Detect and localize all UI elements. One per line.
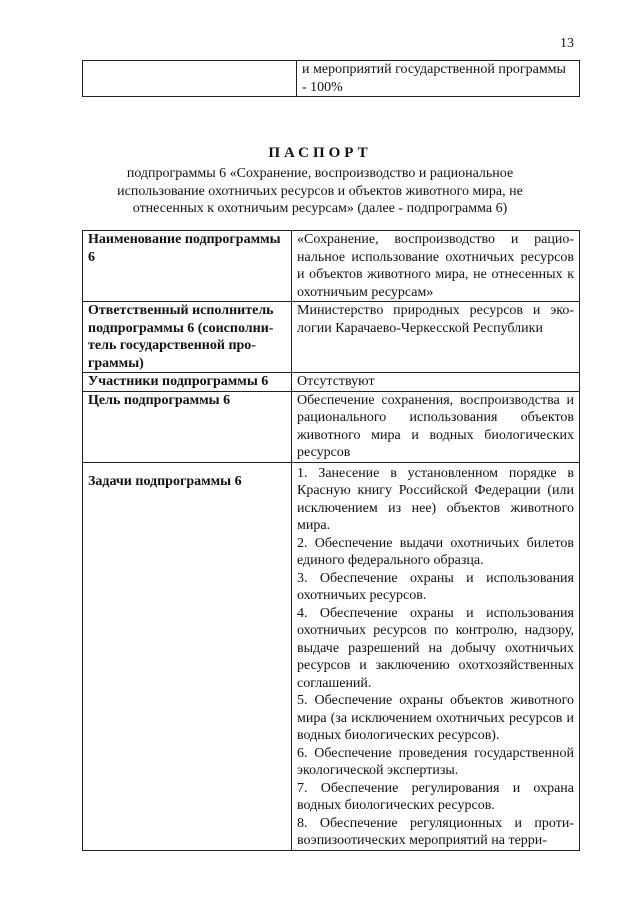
- table-row: [83, 373, 580, 392]
- passport-title: ПАСПОРТ: [268, 145, 372, 161]
- tasks-list: [292, 462, 580, 850]
- row-label: Наименование подпрограммы 6: [83, 231, 292, 302]
- task-item: 3. Обеспечение охраны и использования охотничьих ресурсов.: [297, 570, 574, 603]
- continuation-text: и мероприятий государственной программы - 100%: [297, 61, 580, 97]
- row-label: Ответственный исполнитель подпрограммы 6 (соисполнитель государственной программы): [83, 302, 292, 373]
- table-row: [83, 462, 580, 850]
- task-item: 8. Обеспечение регуляционных и противоэпизоотических мероприятий на терри-: [297, 815, 574, 848]
- task-item: 1. Занесение в установленном порядке в Красную книгу Российской Федерации (или исключением из нее) объектов животного мира.: [297, 465, 574, 533]
- row-value: Обеспечение сохранения, воспроизводства и рационального использования объектов животного мира и водных биологических ресурсов: [292, 391, 580, 462]
- table-row: [83, 231, 580, 302]
- task-item: 5. Обеспечение охраны объектов животного мира (за исключением охотничьих ресурсов и водных биологических ресурсов).: [297, 693, 574, 743]
- row-value: Министерство природных ресурсов и экологии Карачаево-Черкесской Республики: [292, 302, 580, 373]
- task-item: 2. Обеспечение выдачи охотничьих билетов единого федерального образца.: [297, 535, 574, 568]
- table-row: [83, 61, 580, 97]
- continuation-table: [82, 60, 580, 97]
- passport-subtitle: подпрограммы 6 «Сохранение, воспроизводство и рациональное использование охотничьих ресурсов и объектов животного мира, не отнесенных к охотничьим ресурсам» (далее - подпрограмма 6): [117, 166, 523, 216]
- task-item: 4. Обеспечение охраны и использования охотничьих ресурсов по контролю, надзору, выдаче разрешений на добычу охотничьих ресурсов и заключению охотхозяйственных соглашений.: [297, 605, 574, 691]
- passport-table: [82, 230, 580, 851]
- row-value: Отсутствуют: [292, 373, 580, 392]
- row-label: Цель подпрограммы 6: [83, 391, 292, 462]
- row-label: Участники подпрограммы 6: [83, 373, 292, 392]
- empty-cell: [83, 61, 297, 97]
- page-number: 13: [560, 36, 574, 51]
- table-row: [83, 302, 580, 373]
- row-value: «Сохранение, воспроизводство и рациональное использование охотничьих ресурсов и объектов животного мира, не отнесенных к охотничьим ресурсам»: [292, 231, 580, 302]
- row-label: Задачи подпрограммы 6: [83, 462, 292, 850]
- task-item: 7. Обеспечение регулирования и охрана водных биологических ресурсов.: [297, 780, 574, 813]
- task-item: 6. Обеспечение проведения государственной экологической экспертизы.: [297, 745, 574, 778]
- table-row: [83, 391, 580, 462]
